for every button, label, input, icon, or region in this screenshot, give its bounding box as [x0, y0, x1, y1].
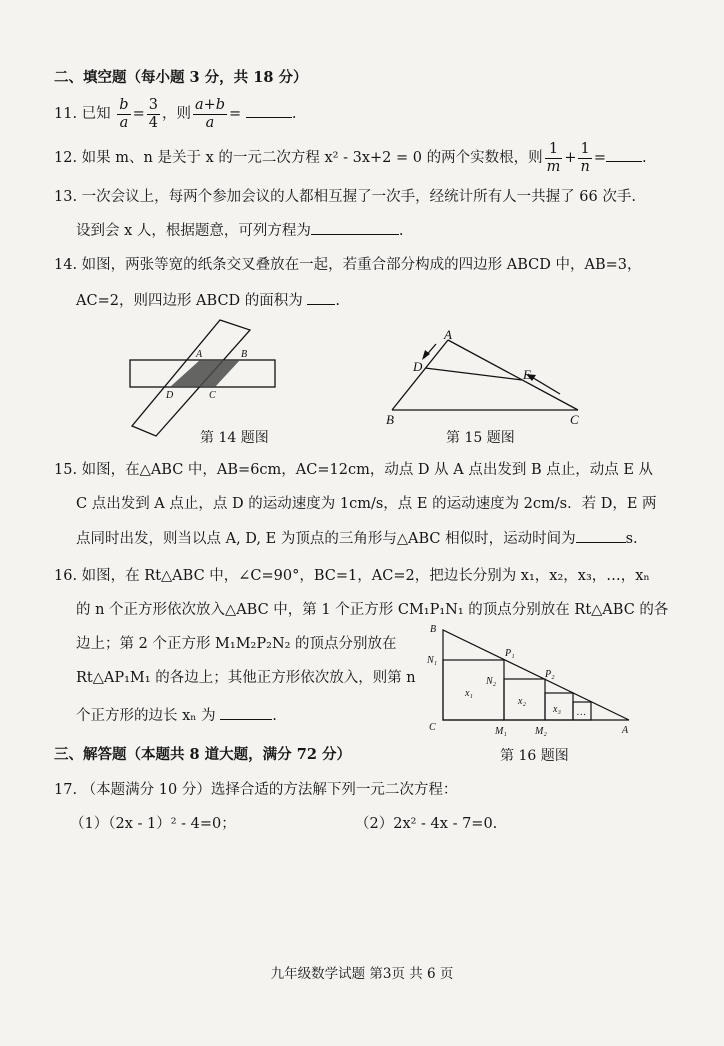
fig16-label-n2: N₂ [486, 676, 497, 687]
answer-blank[interactable] [576, 528, 626, 543]
question-15-line2: C 点出发到 A 点止，点 D 的运动速度为 1cm/s，点 E 的运动速度为 2cm/s．若 D，E 两 [76, 496, 657, 512]
fig14-label-b: B [241, 349, 248, 360]
fraction-a-plus-b-over-a: $\frac{a+b}{a}$ [194, 96, 226, 131]
fraction-1-over-n: $\frac{1}{n}$ [580, 140, 590, 175]
fig16-label-m2: M₂ [535, 726, 547, 737]
fig16-square-1 [443, 660, 504, 720]
fig15-arrow-e [530, 376, 560, 394]
fig16-label-p1: P₁ [505, 648, 515, 659]
question-17-part2: （2）2x² - 4x - 7=0. [355, 816, 498, 832]
question-13-line2: 设到会 x 人，根据题意，可列方程为 . [76, 220, 404, 241]
answer-blank[interactable] [220, 705, 272, 720]
fig15-label-e: E [523, 367, 531, 382]
question-14-line2: AC=2，则四边形 ABCD 的面积为 . [76, 290, 340, 311]
question-15-line1: 15. 如图，在△ABC 中，AB=6cm，AC=12cm，动点 D 从 A 点出发到 B 点止，动点 E 从 [54, 462, 654, 478]
fig14-label-d: D [166, 390, 174, 401]
figure-15 [380, 328, 590, 428]
fig15-label-c: C [570, 412, 579, 427]
fig15-label-b: B [386, 412, 394, 427]
fig16-label-c: C [429, 722, 436, 733]
question-16-line5: 个正方形的边长 xₙ 为 . [76, 705, 277, 726]
figure-16 [425, 620, 645, 742]
fraction-b-over-a: $\frac{b}{a}$ [119, 96, 129, 131]
fig14-label-a: A [196, 349, 203, 360]
figure-16-caption: 第 16 题图 [500, 748, 569, 764]
answer-blank[interactable] [311, 220, 399, 235]
answer-blank[interactable] [307, 290, 335, 305]
fig16-label-ellipsis: … [577, 707, 586, 718]
fig16-label-x3: x₃ [553, 704, 561, 715]
question-16-line3: 边上；第 2 个正方形 M₁M₂P₂N₂ 的顶点分别放在 [76, 636, 397, 652]
fig16-label-a: A [622, 725, 629, 736]
fig16-label-x1: x₁ [465, 688, 473, 699]
fig15-label-a: A [444, 328, 452, 342]
fig16-label-x2: x₂ [518, 696, 526, 707]
figure-15-caption: 第 15 题图 [446, 430, 515, 446]
section-heading-solve: 三、解答题（本题共 8 道大题，满分 72 分） [54, 746, 351, 763]
page-footer: 九年级数学试题 第3页 共 6 页 [270, 966, 454, 982]
fraction-3-over-4: $\frac{3}{4}$ [148, 96, 158, 131]
question-11: 11. 已知 $\frac{b}{a}$ = $\frac{3}{4}$ ，则 $\frac{a+b}{a}$ = . [54, 96, 297, 131]
fig14-label-c: C [209, 390, 216, 401]
question-16-line4: Rt△AP₁M₁ 的各边上；其他正方形依次放入，则第 n [76, 670, 416, 686]
question-16-line2: 的 n 个正方形依次放入△ABC 中，第 1 个正方形 CM₁P₁N₁ 的顶点分别放在 Rt△ABC 的各 [76, 602, 669, 618]
fig16-label-m1: M₁ [495, 726, 507, 737]
fig15-label-d: D [413, 359, 423, 374]
fig16-label-b: B [430, 624, 437, 635]
fraction-1-over-m: $\frac{1}{m}$ [546, 140, 561, 175]
question-13-line1: 13. 一次会议上，每两个参加会议的人都相互握了一次手，经统计所有人一共握了 66 次手. [54, 189, 636, 205]
question-14-line1: 14. 如图，两张等宽的纸条交叉叠放在一起，若重合部分构成的四边形 ABCD 中，AB=3， [54, 257, 642, 273]
question-17-part1: （1）（2x - 1）² - 4=0； [70, 816, 236, 832]
question-15-line3: 点同时出发，则当以点 A, D, E 为顶点的三角形与△ABC 相似时，运动时间为 s. [76, 528, 638, 549]
fig14-overlap-abcd [170, 360, 240, 387]
fig15-side-ab [392, 340, 448, 410]
section-heading-fill-in: 二、填空题（每小题 3 分，共 18 分） [54, 69, 308, 86]
fig15-side-ac [448, 340, 578, 410]
question-12: 12. 如果 m、n 是关于 x 的一元二次方程 x² - 3x+2 = 0 的两个实数根，则 $\frac{1}{m}$ + $\frac{1}{n}$ = . [54, 140, 647, 175]
fig16-triangle-abc [443, 630, 629, 720]
figure-14-caption: 第 14 题图 [200, 430, 269, 446]
answer-blank[interactable] [246, 103, 292, 118]
answer-blank[interactable] [606, 147, 642, 162]
fig16-label-n1: N₁ [427, 655, 438, 666]
fig16-label-p2: P₂ [545, 669, 555, 680]
fig15-segment-de [425, 368, 522, 380]
question-17-line1: 17. （本题满分 10 分）选择合适的方法解下列一元二次方程： [54, 782, 458, 798]
question-16-line1: 16. 如图，在 Rt△ABC 中，∠C=90°，BC=1，AC=2，把边长分别为 x₁，x₂，x₃，…，xₙ [54, 568, 650, 584]
